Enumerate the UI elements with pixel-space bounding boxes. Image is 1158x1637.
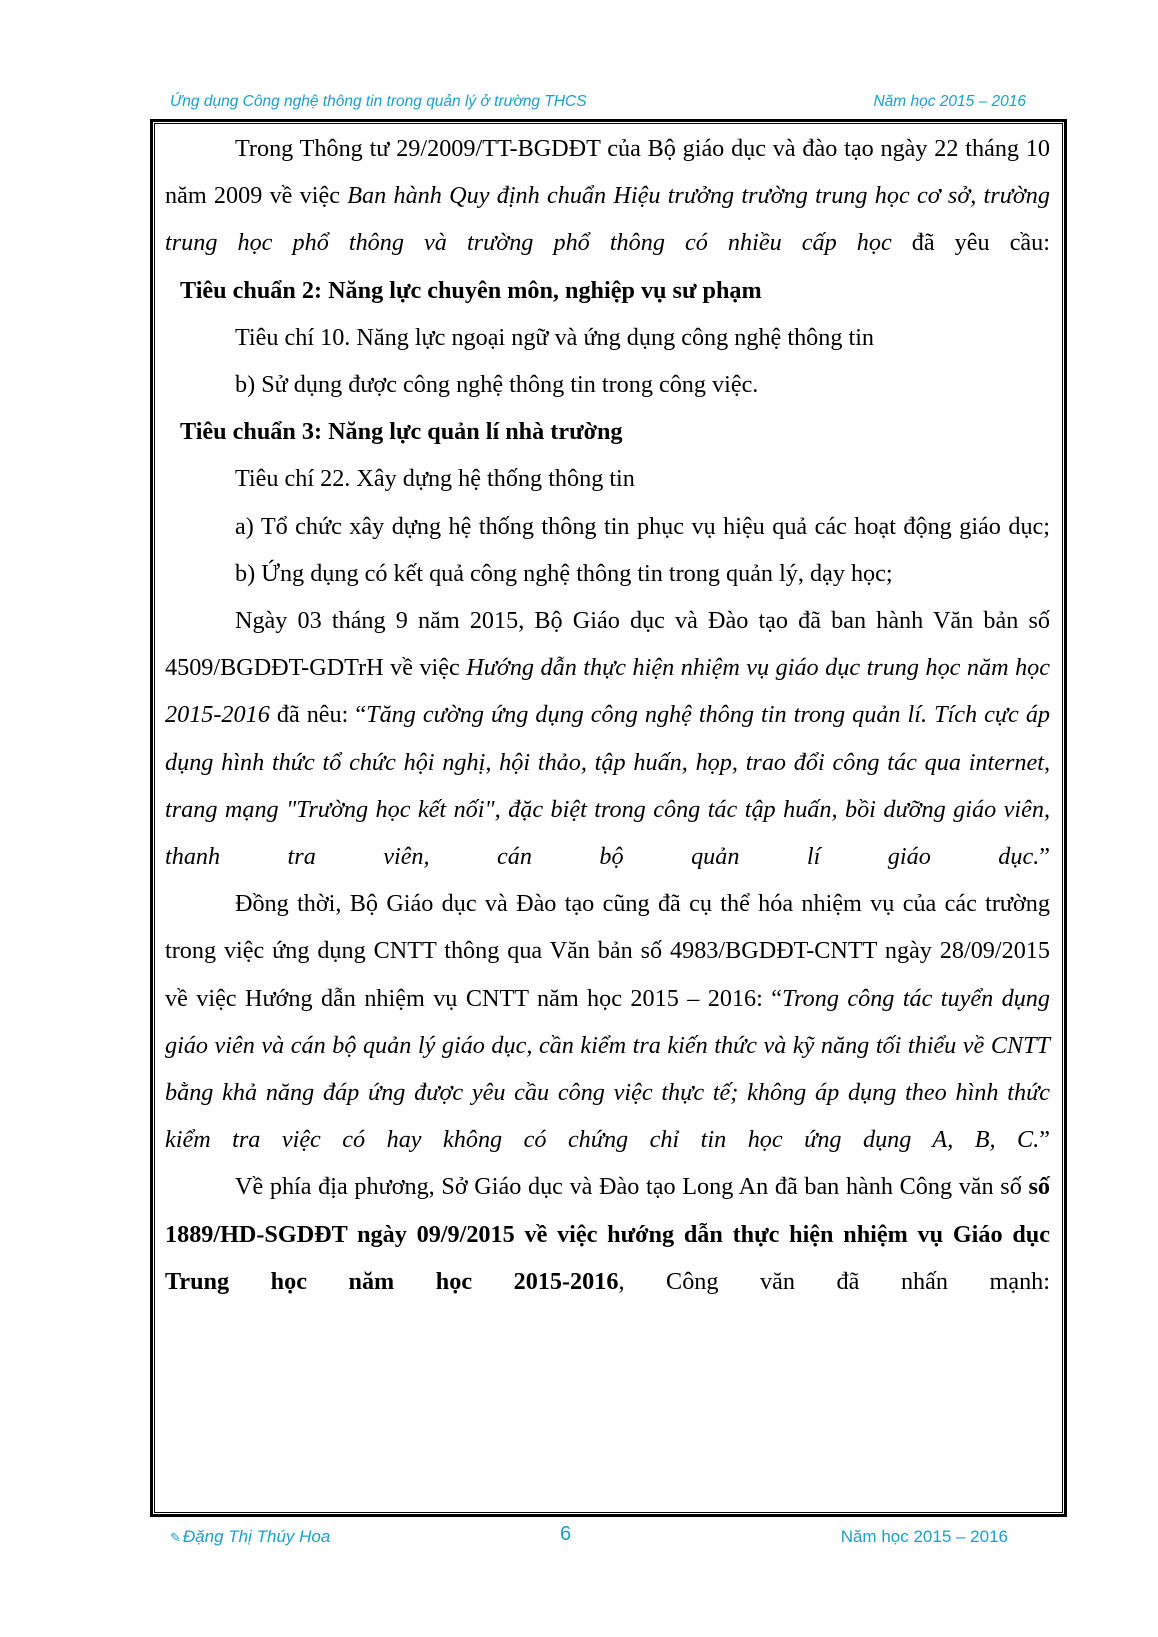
paragraph-document-4983: Đồng thời, Bộ Giáo dục và Đào tạo cũng đã cụ thể hóa nhiệm vụ của các trường trong việc ứng dụng CNTT thông qua Văn bản số 4983/BGDĐT-CNTT ngày 28/09/2015 về việc Hướng dẫn nhiệm vụ CNTT năm học 2015 – 2016: “Trong công tác tuyển dụng giáo viên và cán bộ quản lý giáo dục, cần kiểm tra kiến thức và kỹ năng tối thiểu về CNTT bằng khả năng đáp ứng được yêu cầu công việc thực tế; không áp dụng theo hình thức kiểm tra việc có hay không có chứng chỉ tin học ứng dụng A, B, C.” bbox=[165, 890, 1050, 1154]
document-body bbox=[165, 125, 1050, 1305]
paragraph-intro: Trong Thông tư 29/2009/TT-BGDĐT của Bộ giáo dục và đào tạo ngày 22 tháng 10 năm 2009 về việc Ban hành Quy định chuẩn Hiệu trưởng trường trung học cơ sở, trường trung học phổ thông và trường phổ thông có nhiều cấp học đã yêu cầu: bbox=[165, 135, 1050, 257]
footer-author: ✎ Đặng Thị Thúy Hoa bbox=[170, 1527, 331, 1546]
paragraph-criterion-22: Tiêu chí 22. Xây dựng hệ thống thông tin bbox=[235, 465, 635, 493]
paragraph-criterion-22b: b) Ứng dụng có kết quả công nghệ thông tin trong quản lý, dạy học; bbox=[235, 559, 893, 587]
footer-school-year: Năm học 2015 – 2016 bbox=[840, 1527, 1008, 1546]
pen-icon: ✎ bbox=[170, 1530, 181, 1545]
paragraph-criterion-10b: b) Sử dụng được công nghệ thông tin trong công việc. bbox=[235, 371, 759, 399]
heading-standard-3: Tiêu chuẩn 3: Năng lực quản lí nhà trường bbox=[180, 418, 623, 446]
page-number: 6 bbox=[560, 1523, 572, 1545]
heading-standard-2: Tiêu chuẩn 2: Năng lực chuyên môn, nghiệp vụ sư phạm bbox=[180, 276, 762, 304]
paragraph-local-directive: Về phía địa phương, Sở Giáo dục và Đào tạo Long An đã ban hành Công văn số số 1889/HD-SGDĐT ngày 09/9/2015 về việc hướng dẫn thực hiện nhiệm vụ Giáo dục Trung học năm học 2015-2016, Công văn đã nhấn mạnh: bbox=[165, 1173, 1050, 1295]
paragraph-document-4509: Ngày 03 tháng 9 năm 2015, Bộ Giáo dục và Đào tạo đã ban hành Văn bản số 4509/BGDĐT-GDTrH về việc Hướng dẫn thực hiện nhiệm vụ giáo dục trung học năm học 2015-2016 đã nêu: “Tăng cường ứng dụng công nghệ thông tin trong quản lí. Tích cực áp dụng hình thức tổ chức hội nghị, hội thảo, tập huấn, họp, trao đổi công tác qua internet, trang mạng "Trường học kết nối", đặc biệt trong công tác tập huấn, bồi dưỡng giáo viên, thanh tra viên, cán bộ quản lí giáo dục.” bbox=[165, 607, 1051, 871]
paragraph-criterion-10: Tiêu chí 10. Năng lực ngoại ngữ và ứng dụng công nghệ thông tin bbox=[235, 323, 875, 351]
header-school-year: Năm học 2015 – 2016 bbox=[873, 93, 1026, 110]
paragraph-criterion-22a: a) Tổ chức xây dựng hệ thống thông tin phục vụ hiệu quả các hoạt động giáo dục; bbox=[235, 512, 1050, 540]
header-title: Ứng dụng Công nghệ thông tin trong quản lý ở trường THCS bbox=[170, 93, 587, 110]
